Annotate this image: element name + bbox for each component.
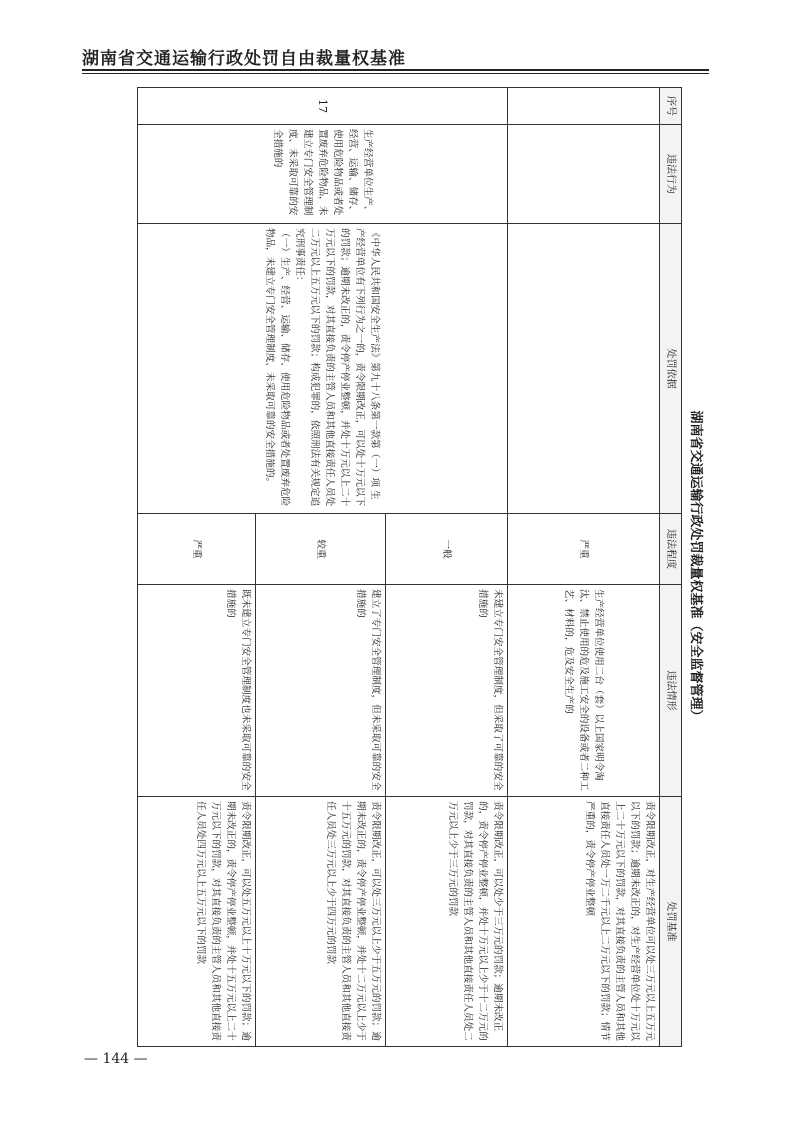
table-row [386, 88, 508, 1047]
col-header-circumstance: 违法情形 [660, 585, 682, 797]
circumstance-cell: 建立了专门安全管理制度，但未采取可靠的安全措施的 [256, 585, 386, 797]
header-rule-thin [82, 73, 709, 74]
degree-cell: 严重 [138, 514, 256, 585]
prev-basis-cell [508, 224, 660, 514]
seq-cell: 17 [138, 88, 508, 125]
circumstance-cell: 生产经营单位使用二台（套）以上国家明令淘汰、禁止使用的危及施工安全的设备或者二种工艺、材料的，危及安全生产的 [508, 585, 660, 797]
col-header-degree: 违法程度 [660, 514, 682, 585]
standard-cell: 责令限期改正，可以处五万元以上十万元以下的罚款；逾期未改正的，责令停产停业整顿，并处十五万元以上二十万元以下的罚款，对其直接负责的主管人员和其他直接责任人员处四万元以上五万元以下的罚款 [138, 797, 256, 1047]
prev-act-cell [508, 125, 660, 224]
col-header-standard: 处罚基准 [660, 797, 682, 1047]
degree-cell: 一般 [386, 514, 508, 585]
page-number: — 144 — [84, 1051, 148, 1067]
standard-cell: 责令限期改正，可以处少于三万元的罚款；逾期未改正的，责令停产停业整顿，并处十万元以上少于十二万元的罚款，对其直接负责的主管人员和其他直接责任人员处二万元以上少于三万元的罚款 [386, 797, 508, 1047]
basis-cell: 《中华人民共和国安全生产法》第九十八条第一款第（一）项 生产经营单位有下列行为之一的，责令限期改正，可以处十万元以下的罚款；逾期未改正的，责令停产停业整顿，并处十万元以上二十万元以下的罚款，对其直接负责的主管人员和其他直接责任人员处二万元以上五万元以下的罚款；构成犯罪的，依照刑法有关规定追究刑事责任： （一）生产、经营、运输、储存、使用危险物品或者处置废弃危险物品，未建立专门安全管理制度、未采取可靠的安全措施的。 [138, 224, 508, 514]
circumstance-cell: 未建立专门安全管理制度，但采取了可靠的安全措施的 [386, 585, 508, 797]
act-cell: 生产经营单位生产、经营、运输、储存、使用危险物品或者处置废弃危险物品，未建立专门安全管理制度、未采取可靠的安全措施的 [138, 125, 508, 224]
standard-cell: 责令限期改正，对生产经营单位可以处三万元以上五万元以下的罚款；逾期未改正的，对生产经营单位处十万元以上二十万元以下的罚款，对其直接负责的主管人员和其他直接责任人员处一万二千元以上二万元以下的罚款；情节严重的，责令停产停业整顿 [508, 797, 660, 1047]
running-header-title: 湖南省交通运输行政处罚自由裁量权基准 [82, 49, 406, 69]
table-title: 湖南省交通运输行政处罚裁量权基准（安全监督管理） [688, 410, 703, 723]
degree-cell: 严重 [508, 514, 660, 585]
standard-cell: 责令限期改正，可以处三万元以上少于五万元的罚款；逾期未改正的，责令停产停业整顿，并处十二万元以上少于十五万元的罚款，对其直接负责的主管人员和其他直接责任人员处三万元以上少于四万元的罚款 [256, 797, 386, 1047]
degree-cell: 较重 [256, 514, 386, 585]
col-header-seq: 序号 [660, 88, 682, 125]
col-header-basis: 处罚依据 [660, 224, 682, 514]
penalty-standard-table [137, 87, 682, 1047]
table-header-row [660, 88, 682, 1047]
table-row [508, 88, 660, 1047]
rotated-table-block [138, 87, 708, 1046]
prev-seq-cell [508, 88, 660, 125]
col-header-act: 违法行为 [660, 125, 682, 224]
header-rule [82, 69, 709, 71]
circumstance-cell: 既未建立专门安全管理制度也未采取可靠的安全措施的 [138, 585, 256, 797]
